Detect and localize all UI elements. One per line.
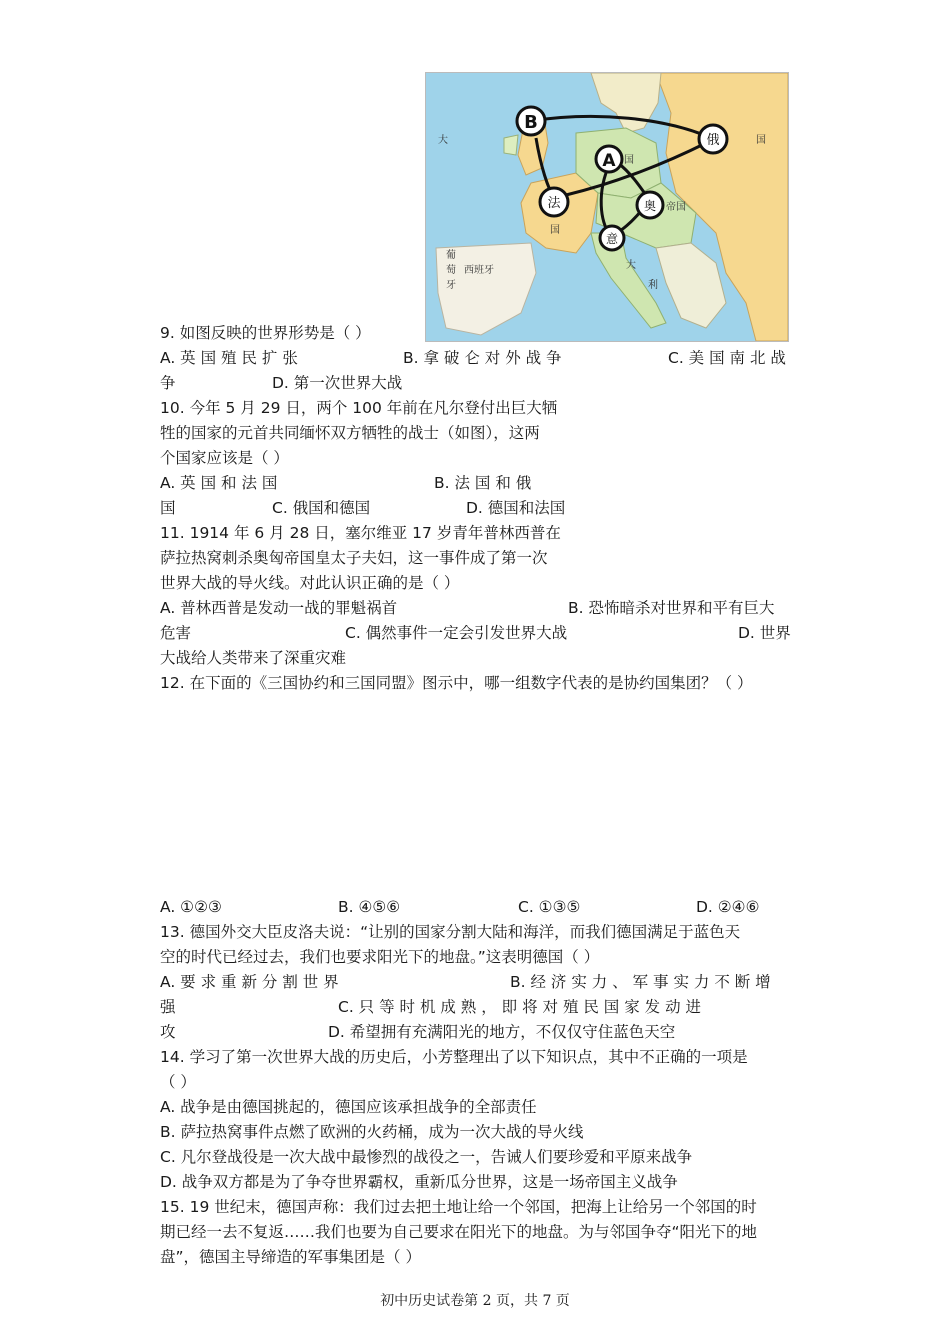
q13-stem-1: 13. 德国外交大臣皮洛夫说：“让别的国家分割大陆和海洋，而我们德国满足于蓝色天	[160, 923, 741, 941]
q12-option-c: C. ①③⑤	[518, 898, 581, 916]
q10-stem-3: 个国家应该是（ ）	[160, 449, 289, 467]
map-circle-a	[596, 146, 622, 172]
region-label: 国	[550, 225, 560, 236]
q10-stem-1: 10. 今年 5 月 29 日，两个 100 年前在凡尔登付出巨大牺	[160, 399, 558, 417]
q10-option-b: B. 法 国 和 俄	[434, 474, 532, 492]
q15-stem-1: 15. 19 世纪末，德国声称：我们过去把土地让给一个邻国，把海上让给另一个邻国的时	[160, 1198, 757, 1216]
region-label: 西班牙	[464, 265, 494, 276]
q13-option-b-wrap: 强	[160, 998, 176, 1016]
map-label-russia: 俄	[706, 133, 720, 148]
q12-option-a: A. ①②③	[160, 898, 222, 916]
region-label: 葡	[446, 250, 456, 261]
q12-stem: 12. 在下面的《三国协约和三国同盟》图示中，哪一组数字代表的是协约国集团？（ ）	[160, 674, 753, 692]
q11-stem-1: 11. 1914 年 6 月 28 日，塞尔维亚 17 岁青年普林西普在	[160, 524, 561, 542]
q11-option-b: B. 恐怖暗杀对世界和平有巨大	[568, 599, 775, 617]
q11-option-a: A. 普林西普是发动一战的罪魁祸首	[160, 599, 398, 617]
q11-stem-3: 世界大战的导火线。对此认识正确的是（ ）	[160, 574, 460, 592]
q14-option-d: D. 战争双方都是为了争夺世界霸权，重新瓜分世界，这是一场帝国主义战争	[160, 1173, 678, 1191]
region-label: 牙	[446, 280, 456, 291]
q14-option-a: A. 战争是由德国挑起的，德国应该承担战争的全部责任	[160, 1098, 537, 1116]
q11-option-c: C. 偶然事件一定会引发世界大战	[345, 624, 568, 642]
region-label: 大	[438, 135, 448, 146]
q14-stem-1: 14. 学习了第一次世界大战的历史后，小芳整理出了以下知识点，其中不正确的一项是	[160, 1048, 748, 1066]
q10-option-d: D. 德国和法国	[466, 499, 566, 517]
q14-stem-2: （ ）	[160, 1073, 196, 1091]
region-label: 利	[648, 280, 658, 291]
q10-stem-2: 牲的国家的元首共同缅怀双方牺牲的战士（如图），这两	[160, 424, 540, 442]
q13-option-d: D. 希望拥有充满阳光的地方，不仅仅守住蓝色天空	[328, 1023, 676, 1041]
region-label: 大	[626, 260, 636, 271]
q14-option-b: B. 萨拉热窝事件点燃了欧洲的火药桶，成为一次大战的导火线	[160, 1123, 584, 1141]
europe-alliance-map	[425, 72, 789, 342]
q13-option-a: A. 要 求 重 新 分 割 世 界	[160, 973, 339, 991]
q9-option-c-wrap: 争	[160, 374, 176, 392]
q9-option-b: B. 拿 破 仑 对 外 战 争	[403, 349, 562, 367]
q15-stem-2: 期已经一去不复返……我们也要为自己要求在阳光下的地盘。为与邻国争夺“阳光下的地	[160, 1223, 758, 1241]
region-label: 国	[624, 155, 634, 166]
q9-option-c: C. 美 国 南 北 战	[668, 349, 786, 367]
q13-option-b: B. 经 济 实 力 、 军 事 实 力 不 断 增	[510, 973, 771, 991]
q11-option-b-wrap: 危害	[160, 624, 192, 642]
region-label: 国	[756, 135, 766, 146]
map-label-b: B	[524, 112, 538, 133]
q13-option-c-wrap: 攻	[160, 1023, 176, 1041]
map-circle-france	[540, 188, 568, 216]
map-circle-russia	[699, 125, 727, 153]
q9-option-d: D. 第一次世界大战	[272, 374, 403, 392]
region-label: 帝国	[666, 202, 686, 213]
map-circle-austria	[637, 192, 663, 218]
q10-option-c: C. 俄国和德国	[272, 499, 371, 517]
q15-stem-3: 盘”，德国主导缔造的军事集团是（ ）	[160, 1248, 421, 1266]
q14-option-c: C. 凡尔登战役是一次大战中最惨烈的战役之一，告诫人们要珍爱和平原来战争	[160, 1148, 693, 1166]
map-label-france: 法	[547, 196, 561, 211]
q12-option-b: B. ④⑤⑥	[338, 898, 401, 916]
region-label: 萄	[446, 265, 456, 276]
map-label-italy: 意	[605, 232, 619, 246]
map-svg	[426, 73, 788, 341]
q13-option-c: C. 只 等 时 机 成 熟 ， 即 将 对 殖 民 国 家 发 动 进	[338, 998, 702, 1016]
map-label-austria: 奥	[643, 199, 657, 213]
q12-option-d: D. ②④⑥	[696, 898, 760, 916]
page-footer: 初中历史试卷第 2 页，共 7 页	[380, 1293, 570, 1309]
q13-stem-2: 空的时代已经过去，我们也要求阳光下的地盘。”这表明德国（ ）	[160, 948, 600, 966]
map-circle-b	[517, 107, 545, 135]
map-label-a: A	[602, 151, 616, 171]
map-circle-italy	[600, 226, 624, 250]
q11-option-d: D. 世界	[738, 624, 791, 642]
q10-option-b-wrap: 国	[160, 499, 176, 517]
q9-stem: 9. 如图反映的世界形势是（ ）	[160, 324, 371, 342]
q9-option-a: A. 英 国 殖 民 扩 张	[160, 349, 298, 367]
q11-option-d-wrap: 大战给人类带来了深重灾难	[160, 649, 347, 667]
q11-stem-2: 萨拉热窝刺杀奥匈帝国皇太子夫妇，这一事件成了第一次	[160, 549, 548, 567]
q10-option-a: A. 英 国 和 法 国	[160, 474, 278, 492]
